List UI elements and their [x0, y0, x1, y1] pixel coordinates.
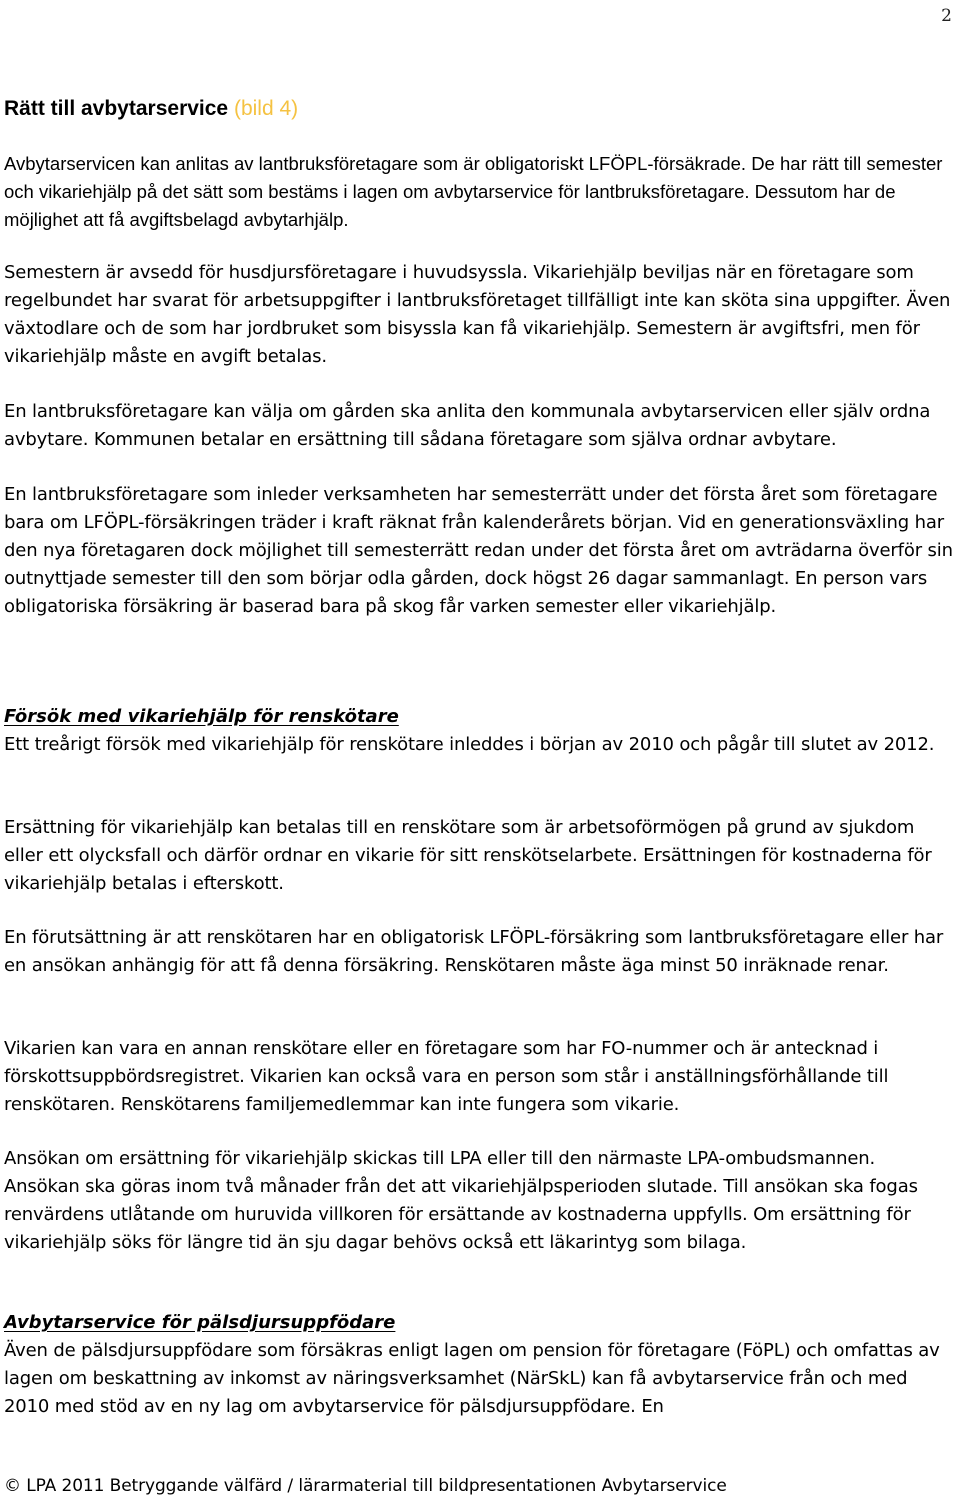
paragraph-ansokan: Ansökan om ersättning för vikariehjälp skickas till LPA eller till den närmaste LPA-ombudsmannen. Ansökan ska göras inom två månader från det att vikariehjälpsperioden slutade. Till ansökan ska fogas renvärdens utlåtande om huruvida villkoren för ersättande av kostnaderna uppfylls. Om ersättning för vikariehjälp söks för längre tid än sju dagar behövs också ett läkarintyg som bilaga.	[4, 1148, 918, 1253]
section-title-text: Rätt till avbytarservice	[4, 97, 229, 120]
paragraph-avbytarservice-intro: Avbytarservicen kan anlitas av lantbruksföretagare som är obligatoriskt LFÖPL-försäkrade. De har rätt till semester och vikariehjälp på det sätt som bestäms i lagen om avbytarservice för lantbruksföretagare. Dessutom har de möjlighet att få avgiftsbelagd avbytarhjälp.	[4, 153, 943, 230]
section-title-renskotare: Försök med vikariehjälp för renskötare	[4, 706, 399, 727]
paragraph-forutsattning: En förutsättning är att renskötaren har en obligatorisk LFÖPL-försäkring som lantbruksföretagare eller har en ansökan anhängig för att få denna försäkring. Renskötaren måste äga minst 50 inräknade renar.	[4, 927, 944, 976]
paragraph-semesterratt-forsta-aret: En lantbruksföretagare som inleder verksamheten har semesterrätt under det första året som företagare bara om LFÖPL-försäkringen träder i kraft räknat från kalenderårets början. Vid en generationsväxling har den nya företagaren dock möjlighet till semesterrätt redan under det första året om avträdarna överför sin outnyttjade semester till den som börjar odla gården, dock högst 26 dagar sammanlagt. En person vars obligatoriska försäkring är baserad bara på skog får varken semester eller vikariehjälp.	[4, 484, 953, 617]
page-footer: © LPA 2011 Betryggande välfärd / lärarmaterial till bildpresentationen Avbytarservice	[4, 1476, 727, 1496]
section-title-ratt-till-avbytarservice	[4, 95, 298, 123]
section-title-palsdjursuppfodare: Avbytarservice för pälsdjursuppfödare	[4, 1312, 396, 1333]
paragraph-ersattning-vikariehjalp: Ersättning för vikariehjälp kan betalas till en renskötare som är arbetsoförmögen på grund av sjukdom eller ett olycksfall och därför ordnar en vikarie för sitt renskötselarbete. Ersättningen för kostnaderna för vikariehjälp betalas i efterskott.	[4, 817, 932, 894]
paragraph-semester: Semestern är avsedd för husdjursföretagare i huvudsyssla. Vikariehjälp beviljas när en företagare som regelbundet har svarat för arbetsuppgifter i lantbruksföretaget tillfälligt inte kan sköta sina uppgifter. Även växtodlare och de som har jordbruket som bisyssla kan få vikariehjälp. Semestern är avgiftsfri, men för vikariehjälp måste en avgift betalas.	[4, 262, 951, 367]
section-title-slide-ref: (bild 4)	[233, 97, 299, 120]
paragraph-vikarien: Vikarien kan vara en annan renskötare eller en företagare som har FO-nummer och är antecknad i förskottsuppbördsregistret. Vikarien kan också vara en person som står i anställningsförhållande till renskötaren. Renskötarens familjemedlemmar kan inte fungera som vikarie.	[4, 1038, 889, 1115]
paragraph-val-av-avbytare: En lantbruksföretagare kan välja om gården ska anlita den kommunala avbytarservicen eller själv ordna avbytare. Kommunen betalar en ersättning till sådana företagare som själva ordnar avbytare.	[4, 401, 931, 450]
page-number: 2	[941, 6, 952, 26]
paragraph-palsdjursuppfodare: Även de pälsdjursuppfödare som försäkras enligt lagen om pension för företagare (FöPL) och omfattas av lagen om beskattning av inkomst av näringsverksamhet (NärSkL) kan få avbytarservice från och med 2010 med stöd av en ny lag om avbytarservice för pälsdjursuppfödare. En	[4, 1340, 940, 1417]
paragraph-forsok-period: Ett treårigt försök med vikariehjälp för renskötare inleddes i början av 2010 och pågår till slutet av 2012.	[4, 734, 935, 755]
